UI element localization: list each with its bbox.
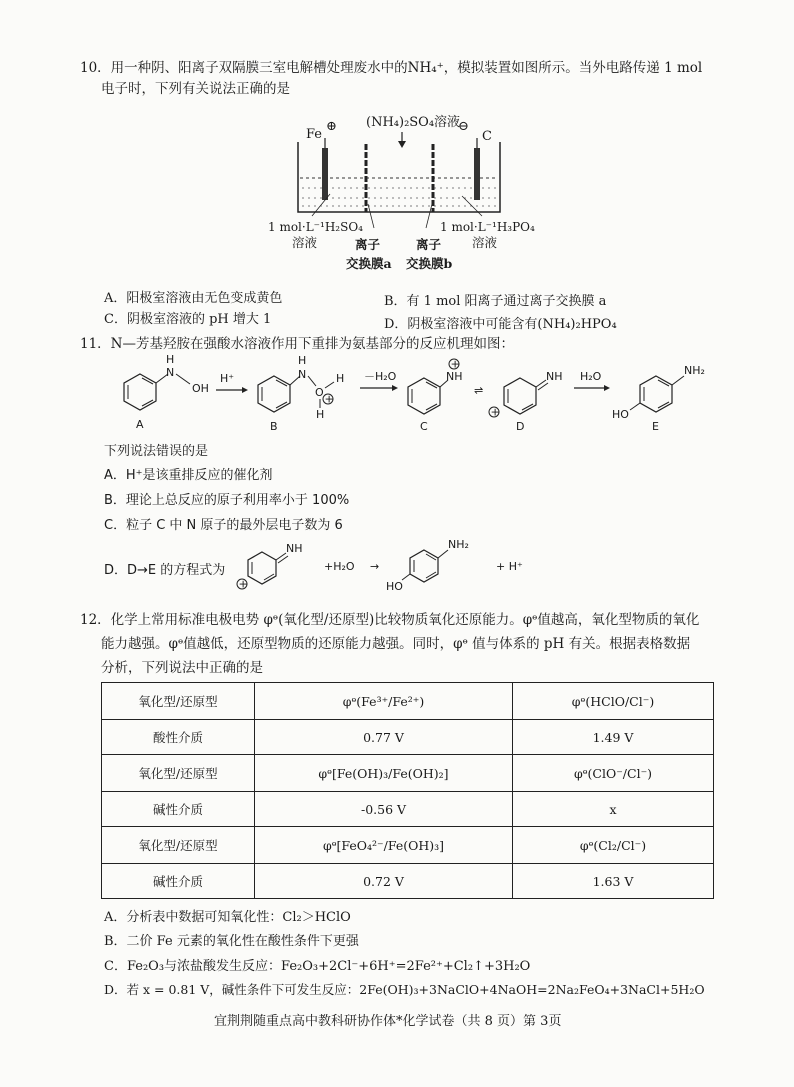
svg-text:O: O	[315, 386, 324, 399]
electrolysis-cell-diagram	[250, 104, 580, 284]
q10-stem-line2: 电子时，下列有关说法正确的是	[101, 81, 290, 97]
table-cell: 氧化型/还原型	[102, 683, 255, 720]
q12-option-b: B．二价 Fe 元素的氧化性在酸性条件下更强	[104, 934, 359, 949]
q10-option-a: A．阳极室溶液由无色变成黄色	[104, 291, 283, 306]
table-row	[102, 720, 714, 755]
reaction-mechanism-diagram	[112, 354, 732, 440]
option-d-equation	[228, 536, 528, 596]
svg-text:H: H	[316, 408, 325, 421]
table-cell: 碱性介质	[102, 864, 255, 899]
q10-option-c: C．阴极室溶液的 pH 增大 1	[104, 312, 272, 327]
table-cell: φᶱ[Fe(OH)₃/Fe(OH)₂]	[255, 755, 513, 792]
svg-text:NH: NH	[446, 370, 463, 383]
right-electrode-label: C	[482, 129, 492, 144]
table-cell: -0.56 V	[255, 792, 513, 827]
label-d: D	[516, 420, 525, 433]
svg-text:+: +	[490, 405, 500, 419]
membrane-a-line1: 离子	[355, 237, 381, 252]
svg-text:N: N	[298, 368, 307, 381]
left-solution-line2: 溶液	[292, 235, 318, 250]
table-cell: φᶱ[FeO₄²⁻/Fe(OH)₃]	[255, 827, 513, 864]
q12-stem-line2: 能力越强。φᶱ值越低，还原型物质的还原能力越强。同时，φᶱ 值与体系的 pH 有关。根据表格数据	[101, 636, 691, 652]
page-footer: 宜荆荆随重点高中教科研协作体*化学试卷（共 8 页）第 3页	[214, 1014, 562, 1029]
svg-text:HO: HO	[386, 580, 403, 593]
membrane-a-line2: 交换膜a	[346, 256, 392, 271]
label-c: C	[420, 420, 428, 433]
option-d-arrow: →	[370, 560, 380, 573]
structure-b	[258, 354, 344, 433]
table-row	[102, 755, 714, 792]
structure-c	[408, 358, 463, 434]
table-cell: φᶱ(ClO⁻/Cl⁻)	[513, 755, 714, 792]
feed-label: (NH₄)₂SO₄溶液	[366, 115, 461, 130]
membrane-b-line1: 离子	[416, 237, 442, 252]
cathode-sign: ⊖	[458, 119, 469, 134]
svg-text:+: +	[450, 357, 460, 371]
q10-option-b: B．有 1 mol 阳离子通过离子交换膜 a	[384, 294, 607, 309]
table-row	[102, 792, 714, 827]
svg-text:NH: NH	[546, 370, 563, 383]
table-cell: 氧化型/还原型	[102, 755, 255, 792]
svg-text:OH: OH	[192, 382, 209, 395]
svg-text:HO: HO	[612, 408, 629, 421]
q12-stem-line1: 12．化学上常用标准电极电势 φᶱ(氧化型/还原型)比较物质氧化还原能力。φᶱ值越高，氧化型物质的氧化	[80, 612, 700, 628]
anode-sign: ⊕	[326, 119, 337, 134]
q12-stem-line3: 分析，下列说法中正确的是	[101, 660, 263, 676]
svg-text:H: H	[166, 354, 175, 366]
q11-option-d-prefix: D．D→E 的方程式为	[104, 563, 226, 578]
q10-option-d: D．阴极室溶液中可能含有(NH₄)₂HPO₄	[384, 317, 617, 332]
equilibrium-arrow: ⇌	[474, 384, 484, 397]
reagent-h-plus: H⁺	[220, 372, 235, 385]
table-cell: 1.49 V	[513, 720, 714, 755]
structure-a	[124, 354, 209, 431]
q12-option-a: A．分析表中数据可知氧化性：Cl₂＞HClO	[104, 910, 351, 925]
table-cell: 1.63 V	[513, 864, 714, 899]
membrane-b-line2: 交换膜b	[406, 256, 453, 271]
svg-text:+: +	[238, 577, 248, 591]
svg-text:NH: NH	[286, 542, 303, 555]
reagent-water: H₂O	[580, 370, 602, 383]
table-cell: x	[513, 792, 714, 827]
right-solution-line1: 1 mol·L⁻¹H₃PO₄	[440, 220, 535, 234]
table-cell: 碱性介质	[102, 792, 255, 827]
table-cell: φᶱ(HClO/Cl⁻)	[513, 683, 714, 720]
q12-option-c: C．Fe₂O₃与浓盐酸发生反应：Fe₂O₃+2Cl⁻+6H⁺=2Fe²⁺+Cl₂↑+3H₂O	[104, 959, 531, 974]
svg-text:N: N	[166, 366, 175, 379]
svg-text:NH₂: NH₂	[448, 538, 469, 551]
svg-text:H: H	[336, 372, 345, 385]
table-row	[102, 864, 714, 899]
table-row	[102, 827, 714, 864]
q11-option-a: A．H⁺是该重排反应的催化剂	[104, 468, 273, 483]
left-solution-line1: 1 mol·L⁻¹H₂SO₄	[268, 220, 363, 234]
q11-option-b: B．理论上总反应的原子利用率小于 100%	[104, 493, 350, 508]
svg-text:+: +	[324, 392, 334, 406]
table-cell: 0.72 V	[255, 864, 513, 899]
q11-option-c: C．粒子 C 中 N 原子的最外层电子数为 6	[104, 518, 343, 533]
potential-table	[101, 682, 714, 899]
svg-text:H: H	[298, 354, 307, 367]
label-a: A	[136, 418, 144, 431]
svg-text:NH₂: NH₂	[684, 364, 705, 377]
q12-option-d: D．若 x = 0.81 V，碱性条件下可发生反应：2Fe(OH)₃+3NaClO+4NaOH=2Na₂FeO₄+3NaCl+5H₂O	[104, 982, 705, 997]
left-electrode-label: Fe	[306, 127, 323, 142]
table-cell: 酸性介质	[102, 720, 255, 755]
q11-prompt: 下列说法错误的是	[104, 444, 209, 459]
q10-stem-line1: 10．用一种阴、阳离子双隔膜三室电解槽处理废水中的NH₄⁺，模拟装置如图所示。当外电路传递 1 mol	[80, 60, 703, 76]
table-cell: 0.77 V	[255, 720, 513, 755]
label-b: B	[270, 420, 278, 433]
table-row	[102, 683, 714, 720]
right-solution-line2: 溶液	[472, 235, 498, 250]
option-d-plus-h: + H⁺	[496, 560, 523, 573]
table-cell: 氧化型/还原型	[102, 827, 255, 864]
structure-d	[489, 370, 563, 433]
q11-stem: 11．N—芳基羟胺在强酸水溶液作用下重排为氨基部分的反应机理如图：	[80, 336, 514, 352]
label-e: E	[652, 420, 659, 433]
option-d-plus-water: +H₂O	[324, 560, 355, 573]
table-cell: φᶱ(Cl₂/Cl⁻)	[513, 827, 714, 864]
table-cell: φᶱ(Fe³⁺/Fe²⁺)	[255, 683, 513, 720]
reagent-minus-water: －H₂O	[364, 370, 397, 383]
structure-e	[612, 364, 705, 433]
